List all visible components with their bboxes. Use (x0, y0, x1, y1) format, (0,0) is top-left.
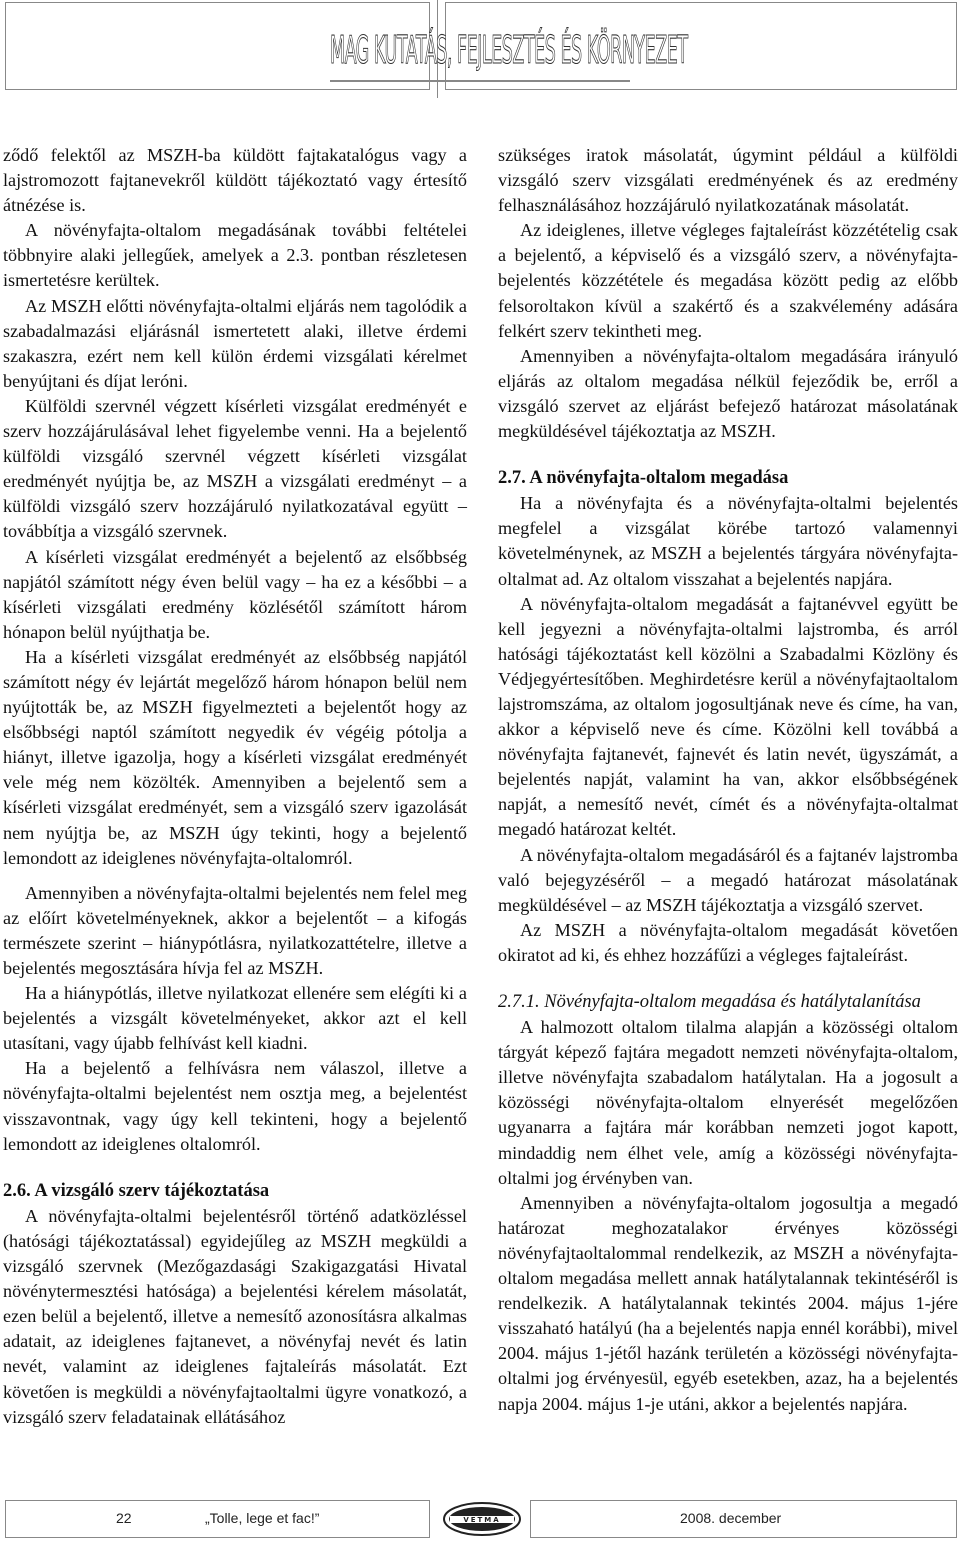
section-title-underline (330, 80, 630, 82)
paragraph: Az MSZH előtti növényfajta-oltalmi eljárás nem tagolódik a szabadalmazási eljárásnál ismertetett alaki, illetve érdemi szakaszra, ezért nem kell külön érdemi vizsgálati kérelmet benyújtani és díjat leróni. (3, 295, 467, 391)
paragraph: Ha a kísérleti vizsgálat eredményét az elsőbbség napjától számított négy év lejártát megelőző három hónapon belül nem nyújtották be, az MSZH figyelmezteti a bejelentőt hogy az elsőbbségi naptól számított negyedik év végéig pótolja a hiányt, illetve igazolja, hogy a kísérleti vizsgálat eredményét vele még nem közölték. Amennyiben a bejelentő sem a kísérleti vizsgálat eredményét, sem a vizsgáló szerv igazolását nem nyújtja be, az MSZH úgy tekinti, hogy a bejelentő lemondott az ideiglenes növényfajta-oltalomról. (3, 646, 467, 868)
paragraph: Ha a növényfajta és a növényfajta-oltalmi bejelentés megfelel a vizsgálat körébe tartozó valamennyi követelménynek, az MSZH a bejelentés tárgyára növényfajta-oltalmat ad. Az oltalom visszahat a bejelentés napjára. (498, 493, 958, 589)
section-title: MAG KUTATÁS, FEJLESZTÉS ÉS KÖRNYEZET (330, 28, 688, 72)
left-column (3, 143, 467, 1430)
paragraph: A növényfajta-oltalom megadásáról és a fajtanév lajstromba való bejegyzéséről – a megadó határozat másolatának megküldésével – az MSZH tájékoztatja a vizsgáló szervet. (498, 844, 958, 915)
footer-motto: „Tolle, lege et fac!” (205, 1510, 320, 1526)
paragraph: A növényfajta-oltalmi bejelentésről történő adatközléssel (hatósági tájékoztatással) egyidejűleg az MSZH megküldi a vizsgáló szervnek (Mezőgazdasági Szakigazgatási Hivatal növénytermesztési hatósága) a bejelentési kérelem másolatát, ezen belül a bejelentő, illetve a nemesítő azonosításra alkalmas adatait, az ideiglenes fajtanevet, a növényfaj nevét és latin nevét, valamint az ideiglenes fajtaleírás másolatát. Ezt követően is megküldi a növényfajtaoltalmi ügyre vonatkozó, a vizsgáló szerv feladatainak ellátásához (3, 1205, 467, 1427)
paragraph: szükséges iratok másolatát, úgymint például a külföldi vizsgáló szerv vizsgálati eredményének és az eredmény felhasználásához hozzájáruló nyilatkozatának másolatát. (498, 145, 958, 216)
paragraph: ződő felektől az MSZH-ba küldött fajtakatalógus vagy a lajstromozott fajtanevekről küldött tájékoztató vagy értesítő átnézése is. (3, 145, 467, 216)
paragraph: Az ideiglenes, illetve végleges fajtaleírást közzétételig csak a bejelentő, a képviselő és a vizsgáló szerv, a növényfajta-bejelentés közzététele és megadása között pedig az előbb felsoroltakon kívül a szakértő és a szakvélemény adására felkért szerv tekintheti meg. (498, 220, 958, 341)
paragraph: Ha a hiánypótlás, illetve nyilatkozat ellenére sem elégíti ki a bejelentés a vizsgált követelményeket, akkor azt el kell utasítani, vagy újabb felhívást kell kiadni. (3, 983, 467, 1054)
logo-text: VETMA (463, 1516, 501, 1524)
vetma-logo (440, 1500, 524, 1538)
paragraph: Az MSZH a növényfajta-oltalom megadását követően okiratot ad ki, és ehhez hozzáfűzi a végleges fajtaleírást. (498, 919, 958, 965)
paragraph: Amennyiben a növényfajta-oltalom jogosultja a megadó határozat meghozatalakor érvényes közösségi növényfajtaoltalommal rendelkezik, az MSZH a növényfajta-oltalom megadása mellett annak hatálytalannak tekintéséről is rendelkezik. A hatálytalannak tekintés 2004. május 1-jére visszaható hatályú (ha a bejelentés napja ennél korábbi), mivel 2004. május 1-jétől hazánk területén a közösségi növényfajta-oltalmi jog érvényesül, egyéb esetekben, azaz, ha a bejelentés napja 2004. május 1-je utáni, akkor a bejelentés napjára. (498, 1192, 958, 1414)
paragraph: Ha a bejelentő a felhívásra nem válaszol, illetve a növényfajta-oltalmi bejelentést nem osztja meg, a bejelentést visszavontnak, vagy úgy kell tekinteni, hogy a bejelentő lemondott az ideiglenes oltalomról. (3, 1058, 467, 1154)
section-heading-2-6: 2.6. A vizsgáló szerv tájékoztatása (3, 1180, 270, 1201)
paragraph: A növényfajta-oltalom megadásának további feltételei többnyire alaki jellegűek, amelyek a 2.3. pontban részletesen ismertetésre kerültek. (3, 220, 467, 291)
paragraph: A kísérleti vizsgálat eredményét a bejelentő az elsőbbség napjától számított négy éven belül vagy – ha ez a későbbi – a kísérleti vizsgálati eredmény közlésétől számított három hónapon belül nyújthatja be. (3, 546, 467, 642)
issue-date: 2008. december (680, 1510, 782, 1526)
paragraph: Amennyiben a növényfajta-oltalom megadására irányuló eljárás az oltalom megadása nélkül fejeződik be, erről a vizsgáló szervet az eljárást befejező határozat másolatának megküldésével tájékoztatja az MSZH. (498, 345, 958, 442)
page-footer (0, 1496, 960, 1543)
page-header (0, 0, 960, 110)
paragraph: Külföldi szervnél végzett kísérleti vizsgálat eredményét e szerv hozzájárulásával lehet figyelembe venni. Ha a bejelentő külföldi vizsgáló szervnél végzett kísérleti vizsgálat eredményét nyújtja be, az MSZH a vizsgálati eredményt – a külföldi vizsgáló szerv hozzájáruló nyilatkozatával együtt – továbbítja a vizsgáló szervnek. (3, 395, 467, 542)
section-heading-2-7: 2.7. A növényfajta-oltalom megadása (498, 468, 789, 489)
paragraph: A halmozott oltalom tilalma alapján a közösségi oltalom tárgyát képező fajtára megadott nemzeti növényfajta-oltalom, illetve növényfajta szabadalom hatálytalan. Ha a jogosult a közösségi növényfajta-oltalom elnyerését megelőzően ugyanarra a fajtára már korábban nemzeti jogot kapott, mindaddig nem élhet vele, amíg a közösségi növényfajta-oltalmi jog érvényben van. (498, 1017, 958, 1188)
paragraph: A növényfajta-oltalom megadását a fajtanévvel együtt be kell jegyezni a növényfajta-oltalmi lajstromba, és arról hatósági tájékoztatást kell közölni a Szabadalmi Közlöny és Védjegyértesítőben. Meghirdetésre kerül a növényfajtaoltalom lajstromszáma, az oltalom jogosultjának neve és címe, ha van, akkor a képviselő neve és címe. Közölni kell továbbá a növényfajta fajtanevét, fajnevét és latin nevét, ügyszámát, a bejelentés napját, valamint ha van, akkor elsőbbségének napját, a nemesítő nevét, címét és a növényfajta-oltalmat megadó határozat keltét. (498, 593, 958, 840)
right-column (498, 143, 958, 1417)
subsection-heading-2-7-1: 2.7.1. Növényfajta-oltalom megadása és hatálytalanítása (498, 992, 921, 1012)
paragraph: Amennyiben a növényfajta-oltalmi bejelentés nem felel meg az előírt követelményeknek, akkor a bejelentőt – a kifogás természete szerint – hiánypótlásra, nyilatkozattételre, illetve a bejelentés megosztására hívja fel az MSZH. (3, 882, 467, 978)
page-number: 22 (116, 1510, 132, 1526)
